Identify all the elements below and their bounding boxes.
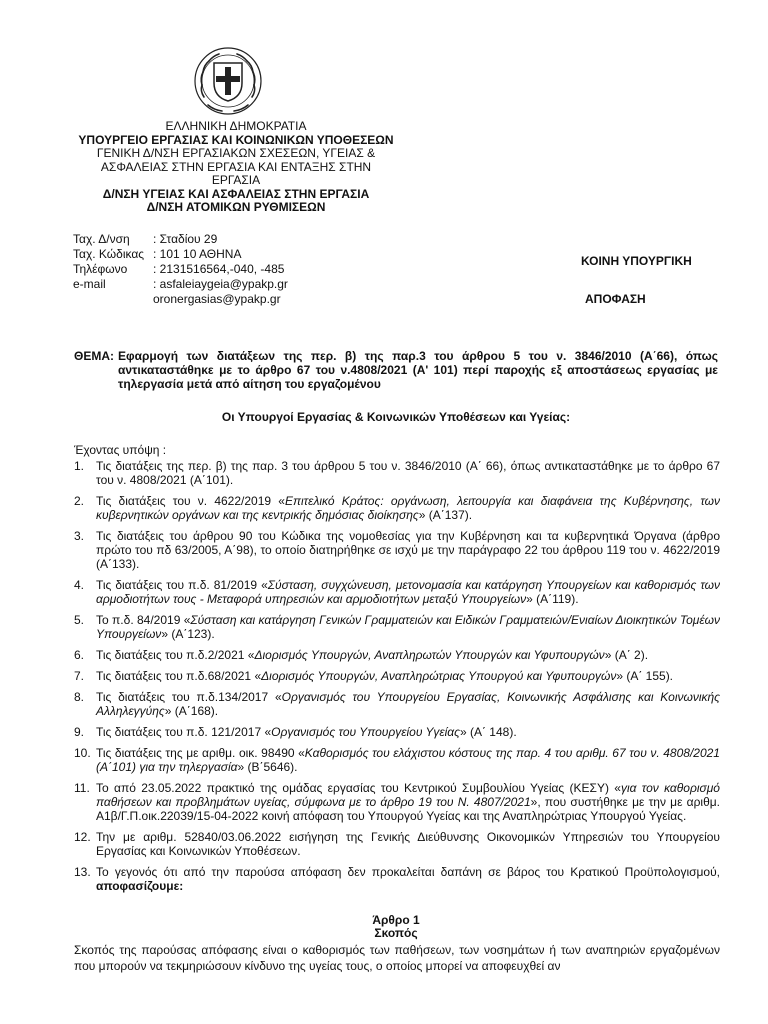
- consideration-item: [74, 746, 720, 774]
- contact-details: [73, 232, 288, 307]
- consideration-item: [74, 459, 720, 487]
- ministers-heading: Οι Υπουργοί Εργασίας & Κοινωνικών Υποθέσεων και Υγείας:: [221, 410, 571, 424]
- address-row: [73, 232, 288, 247]
- item-text: [96, 746, 720, 774]
- item-number: 7.: [74, 669, 85, 683]
- consideration-item: [74, 613, 720, 641]
- consideration-item: [74, 648, 720, 662]
- item-text-plain: Το γεγονός ότι από την παρούσα απόφαση δεν προκαλείται δαπάνη σε βάρος του Κρατικού Προϋπολογισμού,: [96, 865, 720, 879]
- greek-coat-of-arms-icon: [192, 45, 264, 117]
- article-title: Σκοπός: [374, 926, 418, 940]
- email-label: e-mail: [73, 277, 106, 291]
- item-number: 10.: [74, 746, 91, 760]
- item-text: [96, 578, 720, 606]
- subject-block: [74, 349, 718, 391]
- item-text-plain: Τις διατάξεις του π.δ. 121/2017 «: [96, 725, 272, 739]
- item-text: [96, 669, 720, 683]
- ministry-name: ΥΠΟΥΡΓΕΙΟ ΕΡΓΑΣΙΑΣ ΚΑΙ ΚΟΙΝΩΝΙΚΩΝ ΥΠΟΘΕΣΕΩΝ: [78, 132, 394, 147]
- address-value: : Σταδίου 29: [153, 232, 218, 246]
- general-directorate: ΓΕΝΙΚΗ Δ/ΝΣΗ ΕΡΓΑΣΙΑΚΩΝ ΣΧΕΣΕΩΝ, ΥΓΕΙΑΣ & ΑΣΦΑΛΕΙΑΣ ΣΤΗΝ ΕΡΓΑΣΙΑ ΚΑΙ ΕΝΤΑΞΗΣ ΣΤΗΝ ΕΡΓΑΣΙΑ: [96, 146, 376, 187]
- item-text-tail: » (Α΄168).: [164, 704, 219, 718]
- item-text: [96, 613, 720, 641]
- item-text-plain: Τις διατάξεις της περ. β) της παρ. 3 του άρθρου 5 του ν. 3846/2010 (Α΄ 66), όπως αντικαταστάθηκε με το άρθρο 67 του ν. 4808/2021 (Α΄101).: [96, 459, 720, 487]
- item-number: 6.: [74, 648, 85, 662]
- phone-label: Τηλέφωνο: [73, 262, 128, 276]
- item-text-tail: » (Α΄ 148).: [459, 725, 517, 739]
- item-text: [96, 781, 720, 823]
- item-number: 8.: [74, 690, 85, 704]
- article-body-text: Σκοπός της παρούσας απόφασης είναι ο καθορισμός των παθήσεων, των νοσημάτων ή των αναπηριών εργαζομένων που μπορούν να τεκμηριώσουν κίνδυνο της υγείας τους, ο οποίος μπορεί να αποφευχθεί αν: [74, 943, 720, 973]
- item-text-italic: Επιτελικό Κράτος: οργάνωση, λειτουργία και διαφάνεια της Κυβέρνησης, των κυβερνητικών οργάνων και της κεντρικής δημόσιας διοίκησης: [96, 494, 720, 522]
- item-text-italic: Σύσταση, συγχώνευση, μετονομασία και κατάργηση Υπουργείων και καθορισμός των αρμοδιοτήτων τους - Μεταφορά υπηρεσιών και αρμοδιοτήτων μεταξύ Υπουργείων: [96, 578, 721, 606]
- item-text: [96, 830, 720, 858]
- item-text-plain: Τις διατάξεις του ν. 4622/2019 «: [96, 494, 285, 508]
- item-text: [96, 690, 720, 718]
- item-text-italic: Διορισμός Υπουργών, Αναπληρωτών Υπουργών και Υφυπουργών: [254, 648, 605, 662]
- considerations-list: [74, 459, 720, 900]
- item-number: 13.: [74, 865, 91, 879]
- phone-row: [73, 262, 288, 277]
- item-text: [96, 494, 720, 522]
- consideration-item: [74, 529, 720, 571]
- item-text-tail: » (Α΄123).: [161, 627, 215, 641]
- consideration-item: [74, 578, 720, 606]
- item-number: 11.: [74, 781, 90, 795]
- item-number: 9.: [74, 725, 85, 739]
- item-text-plain: Τις διατάξεις του π.δ.68/2021 «: [96, 669, 262, 683]
- consideration-item: [74, 725, 720, 739]
- consideration-item: [74, 690, 720, 718]
- email-value-1: : asfaleiaygeia@ypakp.gr: [153, 277, 288, 291]
- subject-text: Εφαρμογή των διατάξεων της περ. β) της παρ.3 του άρθρου 5 του ν. 3846/2010 (Α΄66), όπως αντικαταστάθηκε με το άρθρο 67 του ν.4808/2021 (Α' 101) περί παροχής εξ αποστάσεως εργασίας με τηλεργασία μετά από αίτηση του εργαζομένου: [118, 349, 718, 391]
- item-number: 1.: [74, 459, 85, 473]
- consideration-item: [74, 781, 720, 823]
- item-text-plain: Την με αριθμ. 52840/03.06.2022 εισήγηση της Γενικής Διεύθυνσης Οικονομικών Υπηρεσιών του Υπουργείου Εργασίας και Κοινωνικών Υποθέσεων.: [96, 830, 720, 858]
- consideration-item: [74, 830, 720, 858]
- email-row-2: [73, 292, 288, 307]
- zip-value: : 101 10 ΑΘΗΝΑ: [153, 247, 242, 261]
- item-text: [96, 865, 720, 893]
- item-text-plain: Τις διατάξεις του π.δ. 81/2019 «: [96, 578, 268, 592]
- item-number: 3.: [74, 529, 85, 543]
- consideration-item: [74, 494, 720, 522]
- item-text-italic: Διορισμός Υπουργών, Αναπληρώτριας Υπουργού και Υφυπουργών: [261, 669, 617, 683]
- item-number: 2.: [74, 494, 85, 508]
- item-text-tail: », που συστήθηκε με την με αριθμ. Α1β/Γ.Π.οικ.22039/15-04-2022 κοινή απόφαση του Υπουργού Υγείας και της Αναπληρώτριας Υπουργού Υγείας.: [96, 795, 720, 823]
- item-number: 12.: [74, 830, 91, 844]
- item-text: [96, 648, 720, 662]
- decision-type-line2: ΑΠΟΦΑΣΗ: [585, 292, 646, 306]
- item-number: 4.: [74, 578, 85, 592]
- item-text-tail: » (Α΄ 2).: [604, 648, 649, 662]
- item-text-plain: Το π.δ. 84/2019 «: [96, 613, 191, 627]
- item-text-tail: » (Α΄137).: [418, 508, 473, 522]
- item-text-tail: » (Α΄ 155).: [616, 669, 674, 683]
- zip-row: [73, 247, 288, 262]
- consideration-item: [74, 865, 720, 893]
- item-text-italic: Οργανισμός του Υπουργείου Εργασίας, Κοινωνικής Ασφάλισης και Κοινωνικής Αλληλεγγύης: [96, 690, 720, 718]
- item-text-italic: Καθορισμός του ελάχιστου κόστους της παρ. 4 του αριθμ. 67 του ν. 4808/2021 (Α΄101) για την τηλεργασία: [96, 746, 720, 774]
- item-text: [96, 459, 720, 487]
- item-text: [96, 725, 720, 739]
- email-value-2: oronergasias@ypakp.gr: [153, 292, 281, 306]
- phone-value: : 2131516564,-040, -485: [153, 262, 285, 276]
- email-row: [73, 277, 288, 292]
- item-text-italic: Οργανισμός του Υπουργείου Υγείας: [271, 725, 460, 739]
- item-number: 5.: [74, 613, 85, 627]
- item-text-plain: Τις διατάξεις της με αριθμ. οικ. 98490 «: [96, 746, 305, 760]
- directorate-health-safety: Δ/ΝΣΗ ΥΓΕΙΑΣ ΚΑΙ ΑΣΦΑΛΕΙΑΣ ΣΤΗΝ ΕΡΓΑΣΙΑ: [102, 186, 370, 201]
- item-text-plain: Τις διατάξεις του π.δ.2/2021 «: [96, 648, 255, 662]
- item-text-plain: Τις διατάξεις του π.δ.134/2017 «: [96, 690, 282, 704]
- item-text-italic: για τον καθορισμό παθήσεων και προβλημάτων υγείας, σύμφωνα με το άρθρο 19 του Ν. 4807/2021: [96, 781, 720, 809]
- directorate-individual-regulations: Δ/ΝΣΗ ΑΤΟΜΙΚΩΝ ΡΥΘΜΙΣΕΩΝ: [146, 200, 326, 214]
- republic-name: ΕΛΛΗΝΙΚΗ ΔΗΜΟΚΡΑΤΙΑ: [165, 119, 307, 133]
- decision-type-line1: ΚΟΙΝΗ ΥΠΟΥΡΓΙΚΗ: [581, 254, 692, 268]
- zip-label: Ταχ. Κώδικας: [73, 247, 145, 261]
- item-text-plain: Το από 23.05.2022 πρακτικό της ομάδας εργασίας του Κεντρικού Συμβουλίου Υγείας (ΚΕΣΥ) «: [96, 781, 621, 795]
- item-text-tail: » (Α΄119).: [526, 592, 579, 606]
- consideration-item: [74, 669, 720, 683]
- item-text-bold: αποφασίζουμε:: [96, 879, 184, 893]
- issuing-authority-header: [76, 120, 396, 215]
- item-text-tail: » (Β΄5646).: [237, 760, 298, 774]
- having-regard-label: Έχοντας υπόψη :: [74, 443, 167, 457]
- address-label: Ταχ. Δ/νση: [73, 232, 130, 246]
- item-text-italic: Σύσταση και κατάργηση Γενικών Γραμματειών και Ειδικών Γραμματειών/Ενιαίων Διοικητικών Τομέων Υπουργείων: [96, 613, 720, 641]
- subject-label: ΘΕΜΑ:: [74, 349, 114, 363]
- item-text: [96, 529, 720, 571]
- article-heading: Άρθρο 1: [372, 913, 420, 927]
- item-text-plain: Τις διατάξεις του άρθρου 90 του Κώδικα της νομοθεσίας για την Κυβέρνηση και τα κυβερνητικά Όργανα (άρθρο πρώτο του πδ 63/2005, Α΄98), το οποίο διατηρήθηκε σε ισχύ με την παράγραφο 22 του άρθρου 119 του ν. 4622/2019 (Α΄133).: [96, 529, 720, 571]
